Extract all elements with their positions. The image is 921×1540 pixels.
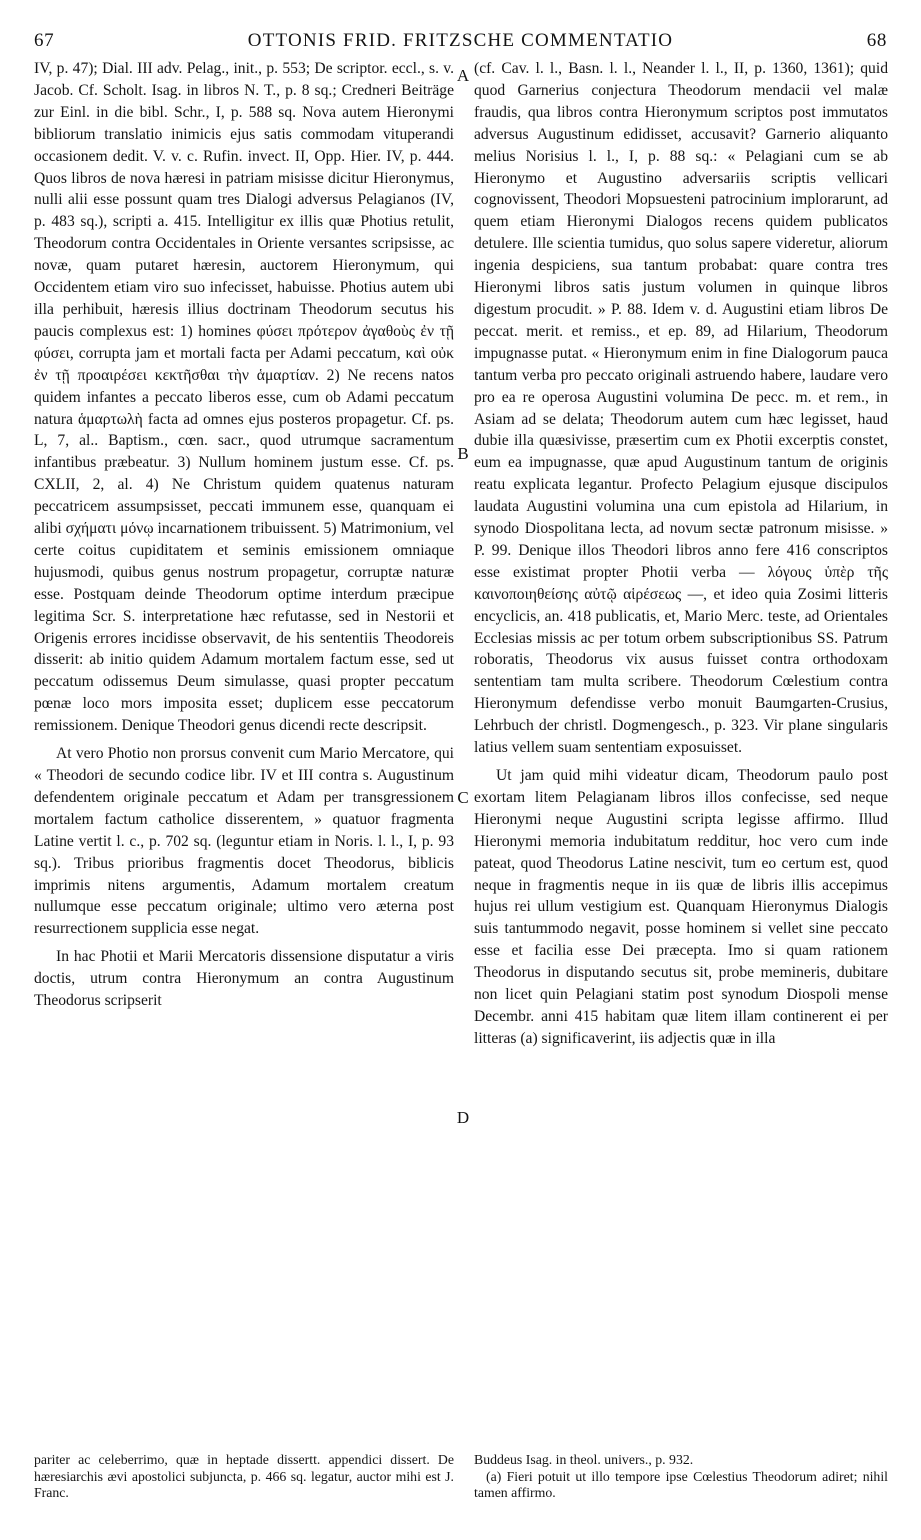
- right-paragraph-2: Ut jam quid mihi videatur dicam, Theodorum paulo post exortam litem Pelagianam libros illos confecisse, sed neque Hieronymi neque Augustini scripta legisse affirmo. Illud Hieronymi memoria indubitatum redditur, hoc vero cum inde pateat, quod Theodorus Latine nescivit, tum eo certum est, quod neque in fragmentis neque in iis quæ de libris illis accepimus hujus rei ullum vestigium est. Quanquam Hieronymus Dialogis suis tantummodo negavit, posse hominem si vellet sine peccato esse et facilia esse Dei præcepta. Imo si quam rationem Theodorus in disputando secutus sit, probe memineris, dubitare non licet quin Pelagiani statim post synodum Diospoli mense Decembr. anni 415 habitam quæ litem illam continerent ei per litteras (a) significaverint, iis adjectis quæ in illa: [474, 767, 888, 1047]
- left-footnote-text: pariter ac celeberrimo, quæ in heptade dissertt. appendici dissert. De hæresiarchis ævi apostolici subjuncta, p. 466 sq. legatur, auctor mihi est J. Franc.: [34, 1452, 454, 1500]
- left-paragraph-3: In hac Photii et Marii Mercatoris dissensione disputatur a viris doctis, utrum contra Hieronymum an contra Augustinum Theodorus scripserit: [34, 948, 454, 1010]
- page-header: [34, 30, 887, 54]
- right-paragraph-1: (cf. Cav. l. l., Basn. l. l., Neander l. l., II, p. 1360, 1361); quid quod Garnerius conjectura Theodorum mendacii vel malæ fraudis, qua libros contra Hieronymum scriptos post immutatos adversus Augustinum edidisset, accusavit? Garnerio aliquanto melius Norisius l. l., I, p. 88 sq.: « Pelagiani cum se ab Hieronymo et Augustino adversariis scriptis vellicari cognovissent, Theodori Mopsuesteni patrocinium implorarunt, ad quem etiam Hieronymi Dialogos recens quidem publicatos detulere. Ille scientia tumidus, quo solus sapere videretur, aliorum ingenia despiciens, sua tantum probabat: quare contra tres Hieronymi libros satis justum volumen in quinque libros digestum procudit. » P. 88. Idem v. d. Augustini etiam libros De peccat. merit. et remiss., et ep. 89, ad Hilarium, Theodorum impugnasse putat. « Hieronymum enim in fine Dialogorum pauca tantum verba pro peccato originali astruendo habere, laudare vero pro ea re operosa Augustini volumina De pecc. m. et rem., in Asiam ad se delata; Theodorum autem cum hæc legisset, haud dubie illa quæsivisse, præsertim cum ex Photii excerptis constet, eum ea impugnasse, quæ apud Augustinum tantum de originis reatu explicata legantur. Profecto Pelagium ejusque discipulos laudata Augustini volumina una cum epistola ad Hilarium, in synodo Diospolitana lecta, ad novum sectæ patronum misisse. » P. 99. Denique illos Theodori libros anno fere 416 conscriptos esse existimat propter Photii verba — λόγους ὑπὲρ τῆς καινοποιηθείσης αὐτῷ αἱρέσεως —, et ideo quia Zosimi litteris encyclicis, an. 418 publicatis, et, Mario Merc. teste, ad Orientales Ecclesias missis ac per totum orbem subscriptionibus SS. Patrum roboratis, Theodorus vix ausus fuisset contra orthodoxam sententiam tam multa scribere. Theodorum Cœlestium contra Hieronymum defendisse verbo monuit Baumgarten-Crusius, Lehrbuch der christl. Dogmengesch., p. 323. Vir plane singularis latius vellem suam sententiam exposuisset.: [474, 60, 888, 757]
- right-footnote-line: Buddeus Isag. in theol. univers., p. 932.: [474, 1452, 694, 1467]
- margin-letter-d: D: [456, 1108, 470, 1127]
- left-paragraph-2: At vero Photio non prorsus convenit cum Mario Mercatore, qui « Theodori de secundo codice libr. IV et III contra s. Augustinum defendentem originale peccatum et Adam per transgressionem mortalem factum catholice disserentem, » quatuor fragmenta Latine vertit l. c., p. 702 sq. (leguntur etiam in Noris. l. l., I, p. 93 sq.). Tribus prioribus fragmentis docet Theodorus, biblicis imprimis nitens argumentis, Adamum mortalem creatum nullumque esse peccatum originale; ultimo vero æterna post resurrectionem supplicia esse negat.: [34, 745, 454, 938]
- right-page-number: 68: [866, 30, 887, 51]
- right-footnote: [474, 1452, 888, 1502]
- left-paragraph-1: IV, p. 47); Dial. III adv. Pelag., init., p. 553; De scriptor. eccl., s. v. Jacob. Cf. Scholt. Isag. in libros N. T., p. 8 sq.; Credneri Beiträge zur Einl. in die bibl. Schr., I, p. 588 sq. Nova autem Hieronymi bibliorum translatio inimicis ejus satis commodam vituperandi occasionem dedit. V. v. c. Rufin. invect. II, Opp. Hier. IV, p. 444. Quos libros de nova hæresi in patriam misisse dicitur Hieronymus, nulli alii esse possunt quam tres Dialogi adversus Pelagianos (IV, p. 483 sq.), scripti a. 415. Intelligitur ex illis quæ Photius retulit, Theodorum contra Occidentales in Oriente versantes scripsisse, ac novæ, quam putaret hæresin, auctorem Hieronymum, qui Occidentem etiam viro suo infecisset, habuisse. Photius autem ubi illa perhibuit, hæresis illius doctrinam Theodorum secutus his paucis complexus est: 1) homines φύσει πρότερον ἀγαθοὺς ἐν τῇ φύσει, corrupta jam et mortali facta per Adami peccatum, καὶ οὐκ ἐν τῇ προαιρέσει κεκτῆσθαι τὴν ἁμαρτίαν. 2) Ne recens natos quidem infantes a peccato liberos esse, cum ob Adami peccatum natura ἁμαρτωλὴ facta ad omnes ejus posteros propagetur. Cf. ps. L, 7, al.. Baptism., cœn. sacr., quod utrumque sacramentum infantibus præbeatur. 3) Nullum hominem justum esse. Cf. ps. CXLII, 2, al. 4) Ne Christum quidem quatenus naturam peccatricem assumpsisset, peccati immunem esse, quanquam ei alibi σχήματι μόνῳ incarnationem tribuissent. 5) Matrimonium, vel certe coitus cupiditatem et seminis emissionem omniaque hujusmodi, quibus genus nostrum propagetur, corruptæ naturæ esse. Postquam deinde Theodorum optime interdum præcipue legitima Scr. S. interpretatione hæc refutasse, sed in Nestorii et Origenis errores incidisse observavit, de his sententiis Theodoreis disserit: ab initio quidem Adamum mortalem factum esse, sed ut peccatum odissemus Deum simulasse, quasi propter peccatum pœnæ loco mors imposita esset; duplicem esse peccatorum remissionem. Denique Theodori genus dicendi recte descripsit.: [34, 60, 454, 735]
- margin-letter-a: A: [456, 66, 470, 85]
- left-column: [34, 58, 454, 1012]
- right-column: [474, 58, 888, 1050]
- margin-letter-c: C: [457, 788, 469, 807]
- right-footnote-note: (a) Fieri potuit ut illo tempore ipse Cœlestius Theodorum adiret; nihil tamen affirmo.: [474, 1468, 888, 1500]
- left-page-number: 67: [34, 30, 55, 51]
- running-head: OTTONIS FRID. FRITZSCHE COMMENTATIO: [247, 30, 674, 51]
- left-footnote: [34, 1452, 454, 1502]
- margin-letter-b: B: [457, 444, 469, 463]
